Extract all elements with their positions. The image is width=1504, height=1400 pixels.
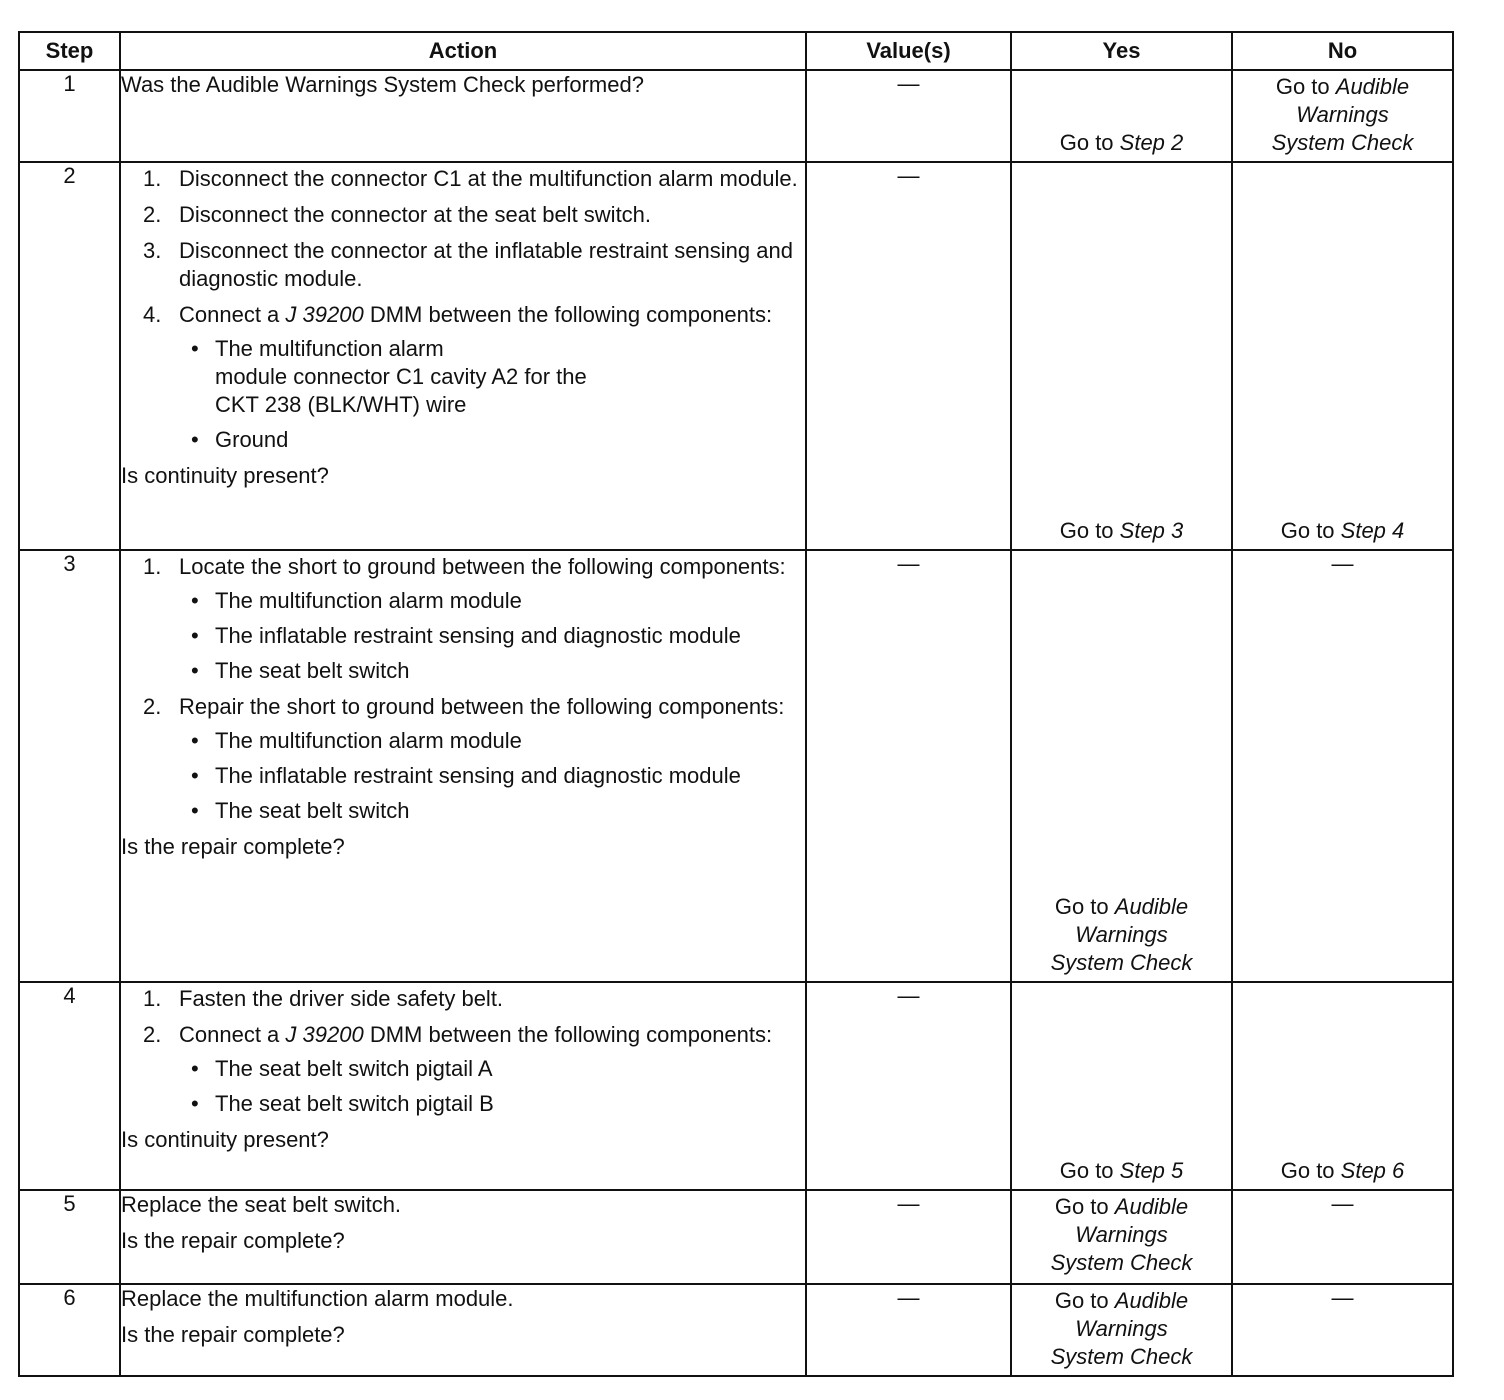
value-cell: — [806,550,1011,982]
bullet-item: • The multifunction alarm module connector C1 cavity A2 for the CKT 238 (BLK/WHT) wire [179,335,805,419]
yes-result: Go to Step 2 [1059,130,1184,155]
action-step-item: 1. Locate the short to ground between the following components: • The multifunction alarm module • The inflatable restraint sensing and diagnostic module • The seat belt switch [121,553,805,685]
bullet-item: • The inflatable restraint sensing and diagnostic module [179,762,805,790]
bullet-item: • The seat belt switch pigtail B [179,1090,805,1118]
bullet-list [179,587,805,685]
step-number: 6 [19,1284,120,1376]
value-cell: — [806,162,1011,550]
action-step-item: 2. Connect a J 39200 DMM between the following components: • The seat belt switch pigtail A • The seat belt switch pigtail B [121,1021,805,1118]
action-question: Is the repair complete? [121,834,345,859]
yes-result: Go to Audible Warnings System Check [1050,1194,1193,1275]
table-row [19,982,1453,1190]
action-steps [121,985,805,1118]
yes-cell [1011,1190,1232,1284]
action-instruction: Replace the seat belt switch. [121,1192,402,1217]
bullet-list [179,335,805,454]
step-number: 4 [19,982,120,1190]
action-step-item: 1. Disconnect the connector C1 at the multifunction alarm module. [143,166,798,191]
action-steps [121,553,805,825]
yes-result: Go to Audible Warnings System Check [1050,1288,1193,1369]
bullet-list [179,1055,805,1118]
bullet-item: • Ground [179,426,805,454]
table-row [19,550,1453,982]
action-step-item: 1. Fasten the driver side safety belt. [143,986,504,1011]
action-step-item: 2. Disconnect the connector at the seat belt switch. [143,202,652,227]
no-cell: — [1232,550,1453,982]
diagnostic-table [18,31,1454,1377]
bullet-item: • The seat belt switch [179,797,805,825]
no-cell [1232,162,1453,550]
header-action: Action [120,32,806,70]
action-question: Is continuity present? [121,1127,329,1152]
action-step-item: 4. Connect a J 39200 DMM between the following components: • The multifunction alarm module connector C1 cavity A2 for the CKT 238 (BLK/WHT) wire • Ground [121,301,805,454]
table-row [19,162,1453,550]
action-cell [120,162,806,550]
yes-cell [1011,70,1232,162]
action-step-item: 2. Repair the short to ground between the following components: • The multifunction alarm module • The inflatable restraint sensing and diagnostic module • The seat belt switch [121,693,805,825]
yes-result: Go to Audible Warnings System Check [1050,894,1193,975]
value-cell: — [806,70,1011,162]
header-step: Step [19,32,120,70]
yes-result: Go to Step 3 [1059,518,1184,543]
bullet-item: • The inflatable restraint sensing and diagnostic module [179,622,805,650]
value-cell: — [806,1284,1011,1376]
bullet-item: • The multifunction alarm module [179,727,805,755]
action-question: Is the repair complete? [121,1322,345,1347]
action-cell [120,982,806,1190]
no-cell [1232,982,1453,1190]
value-cell: — [806,982,1011,1190]
action-instruction: Replace the multifunction alarm module. [121,1286,514,1311]
no-cell: — [1232,1284,1453,1376]
tool-reference: J 39200 [285,302,364,327]
value-cell: — [806,1190,1011,1284]
table-row [19,1284,1453,1376]
no-result: Go to Step 6 [1280,1158,1405,1183]
bullet-item: • The seat belt switch [179,657,805,685]
bullet-list [179,727,805,825]
action-cell [120,550,806,982]
yes-cell [1011,550,1232,982]
yes-cell [1011,982,1232,1190]
action-question: Is continuity present? [121,463,329,488]
tool-reference: J 39200 [285,1022,364,1047]
action-question: Is the repair complete? [121,1228,345,1253]
yes-cell [1011,1284,1232,1376]
step-number: 2 [19,162,120,550]
yes-cell [1011,162,1232,550]
yes-result: Go to Step 5 [1059,1158,1184,1183]
bullet-item: • The multifunction alarm module [179,587,805,615]
no-cell [1232,70,1453,162]
header-row [19,32,1453,70]
no-cell: — [1232,1190,1453,1284]
header-yes: Yes [1011,32,1232,70]
header-values: Value(s) [806,32,1011,70]
action-cell [120,1190,806,1284]
table-row [19,1190,1453,1284]
step-number: 3 [19,550,120,982]
no-result: Go to Step 4 [1280,518,1405,543]
action-steps [121,165,805,454]
table-row [19,70,1453,162]
step-number: 5 [19,1190,120,1284]
step-number: 1 [19,70,120,162]
action-cell [120,70,806,162]
action-step-item: 3. Disconnect the connector at the inflatable restraint sensing and diagnostic module. [143,238,793,291]
bullet-item: • The seat belt switch pigtail A [179,1055,805,1083]
action-cell [120,1284,806,1376]
no-result: Go to Audible Warnings System Check [1271,74,1414,155]
header-no: No [1232,32,1453,70]
action-question: Was the Audible Warnings System Check performed? [121,72,644,97]
